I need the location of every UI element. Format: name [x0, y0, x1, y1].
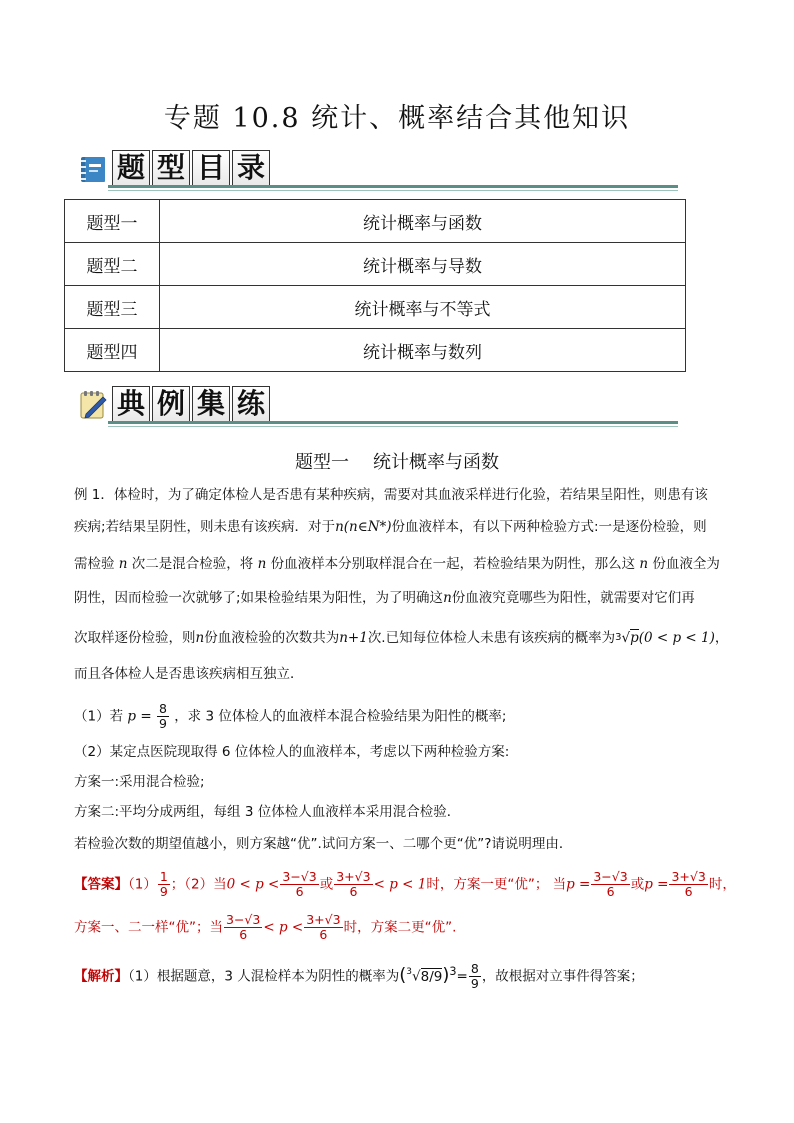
example-line — [74, 628, 734, 648]
text: 阴性，因而检验一次就够了;如果检验结果为阳性，为了明确这 — [74, 590, 444, 606]
toc-type: 题型三 — [65, 286, 160, 329]
question-1 — [74, 702, 734, 731]
math: 0 < p < — [226, 876, 280, 893]
question-ask: 若检验次数的期望值越小，则方案越“优”.试问方案一、二哪个更“优”?请说明理由． — [74, 836, 573, 852]
subsection-type: 题型一 — [295, 452, 349, 473]
section-header-toc — [78, 148, 678, 192]
fraction: $\frac{8}{9}$ — [158, 701, 167, 731]
answer-line-2 — [74, 913, 734, 942]
example-line — [74, 554, 734, 574]
text: 需检验 — [74, 556, 115, 572]
subsection-topic: 统计概率与函数 — [373, 452, 499, 473]
analysis-line — [74, 962, 734, 991]
math-n: n — [195, 630, 205, 646]
text: 疾病;若结果呈阴性，则未患有该疾病．对于 — [74, 519, 336, 535]
toc-type: 题型四 — [65, 329, 160, 372]
divider — [108, 185, 678, 188]
question-2: （2）某定点医院现取得 6 位体检人的血液样本，考虑以下两种检验方案: — [74, 744, 510, 760]
example-line: 例 1．体检时，为了确定体检人是否患有某种疾病，需要对其血液采样进行化验，若结果呈阳性，则患有该 — [74, 487, 708, 503]
answer-line-1 — [74, 870, 734, 899]
math-n: n — [118, 556, 128, 572]
table-row — [65, 286, 686, 329]
section-char: 练 — [232, 386, 270, 422]
text: （1） — [128, 876, 157, 893]
fraction: $\frac{3-√3}{6}$ — [593, 869, 628, 899]
text: 方案一、二一样“优”；当 — [74, 919, 223, 936]
text: 份血液样本，有以下两种检验方式:一是逐份检验，则 — [391, 519, 707, 535]
section-char: 录 — [232, 150, 270, 186]
radicand: 8/9 — [420, 968, 443, 985]
section-char: 型 — [152, 150, 190, 186]
text: 时，方案一更“优”； 当 — [426, 876, 567, 893]
paren-root: ) — [442, 964, 450, 986]
text: （1）根据题意，3 人混检样本为阴性的概率为 — [128, 968, 400, 985]
toc-table — [64, 199, 686, 372]
toc-topic: 统计概率与函数 — [160, 200, 686, 243]
fraction: $\frac{1}{9}$ — [159, 869, 168, 899]
example-line — [74, 517, 734, 537]
document-title: 专题 10.8 统计、概率结合其他知识 — [163, 103, 631, 134]
section-header-examples — [78, 384, 678, 428]
text: 份血液检验的次数共为 — [204, 630, 340, 646]
text: 或 — [630, 876, 645, 893]
section-label — [112, 386, 270, 422]
fraction: $\frac{3-√3}{6}$ — [226, 912, 261, 942]
answer-tag: 【答案】 — [74, 876, 128, 893]
section-char: 题 — [112, 150, 150, 186]
text: 时，方案二更“优”. — [343, 919, 457, 936]
example-line: 而且各体检人是否患该疾病相互独立． — [74, 666, 304, 682]
text: 份血液究竟哪些为阳性，就需要对它们再 — [451, 590, 695, 606]
toc-type: 题型二 — [65, 243, 160, 286]
radical-sign: √ — [621, 630, 631, 646]
paren-root: ( — [399, 964, 407, 986]
table-row — [65, 329, 686, 372]
text: 次.已知每位体检人未患有该疾病的概率为 — [367, 630, 616, 646]
math-n: n — [257, 556, 267, 572]
text: （1）若 — [74, 708, 124, 725]
plan-1: 方案一:采用混合检验; — [74, 774, 205, 790]
section-char: 目 — [192, 150, 230, 186]
divider — [108, 426, 678, 427]
math: p — [630, 630, 639, 646]
math: < p < — [263, 919, 304, 936]
text: ， — [714, 630, 729, 646]
fraction: $\frac{3-√3}{6}$ — [282, 869, 317, 899]
text: 份血液样本分别取样混合在一起，若检验结果为阴性，那么这 — [270, 556, 636, 572]
fraction: $\frac{3+√3}{6}$ — [336, 869, 371, 899]
text: 份血液全为 — [652, 556, 720, 572]
cube-root: 3 — [406, 967, 412, 977]
text: ；（2）当 — [170, 876, 227, 893]
toc-topic: 统计概率与导数 — [160, 243, 686, 286]
math: (0 < p < 1) — [638, 630, 715, 646]
text: 时， — [708, 876, 736, 893]
toc-type: 题型一 — [65, 200, 160, 243]
exponent: 3 — [449, 965, 457, 978]
section-char: 集 — [192, 386, 230, 422]
text: ，故根据对立事件得答案； — [481, 968, 644, 985]
text: 次二是混合检验，将 — [131, 556, 254, 572]
section-char: 典 — [112, 386, 150, 422]
fraction: $\frac{3+√3}{6}$ — [671, 869, 706, 899]
divider — [108, 421, 678, 424]
toc-topic: 统计概率与不等式 — [160, 286, 686, 329]
math-n: n — [639, 556, 649, 572]
divider — [108, 190, 678, 191]
math: n+1 — [339, 630, 368, 646]
plan-2: 方案二:平均分成两组，每组 3 位体检人血液样本采用混合检验． — [74, 804, 461, 820]
table-row — [65, 200, 686, 243]
section-label — [112, 150, 270, 186]
math: p = — [127, 708, 152, 725]
math: n(n∈N*) — [335, 519, 392, 535]
text: 次取样逐份检验，则 — [74, 630, 196, 646]
radical-sign: √ — [412, 968, 421, 985]
text: 或 — [319, 876, 334, 893]
example-line — [74, 588, 734, 608]
toc-topic: 统计概率与数列 — [160, 329, 686, 372]
section-char: 例 — [152, 386, 190, 422]
text: = — [456, 968, 468, 985]
analysis-tag: 【解析】 — [74, 968, 128, 985]
math: p = — [644, 876, 669, 893]
notepad-pencil-icon — [78, 390, 108, 420]
notebook-icon — [78, 154, 108, 184]
text: ，求 3 位体检人的血液样本混合检验结果为阳性的概率; — [174, 708, 507, 725]
fraction: $\frac{3+√3}{6}$ — [306, 912, 341, 942]
table-row — [65, 243, 686, 286]
math-n: n — [443, 590, 452, 606]
math: p = — [566, 876, 591, 893]
cube-root: 3 — [615, 632, 622, 643]
fraction: $\frac{8}{9}$ — [470, 961, 479, 991]
subsection-heading — [0, 448, 794, 474]
math: < p < 1 — [373, 876, 427, 893]
